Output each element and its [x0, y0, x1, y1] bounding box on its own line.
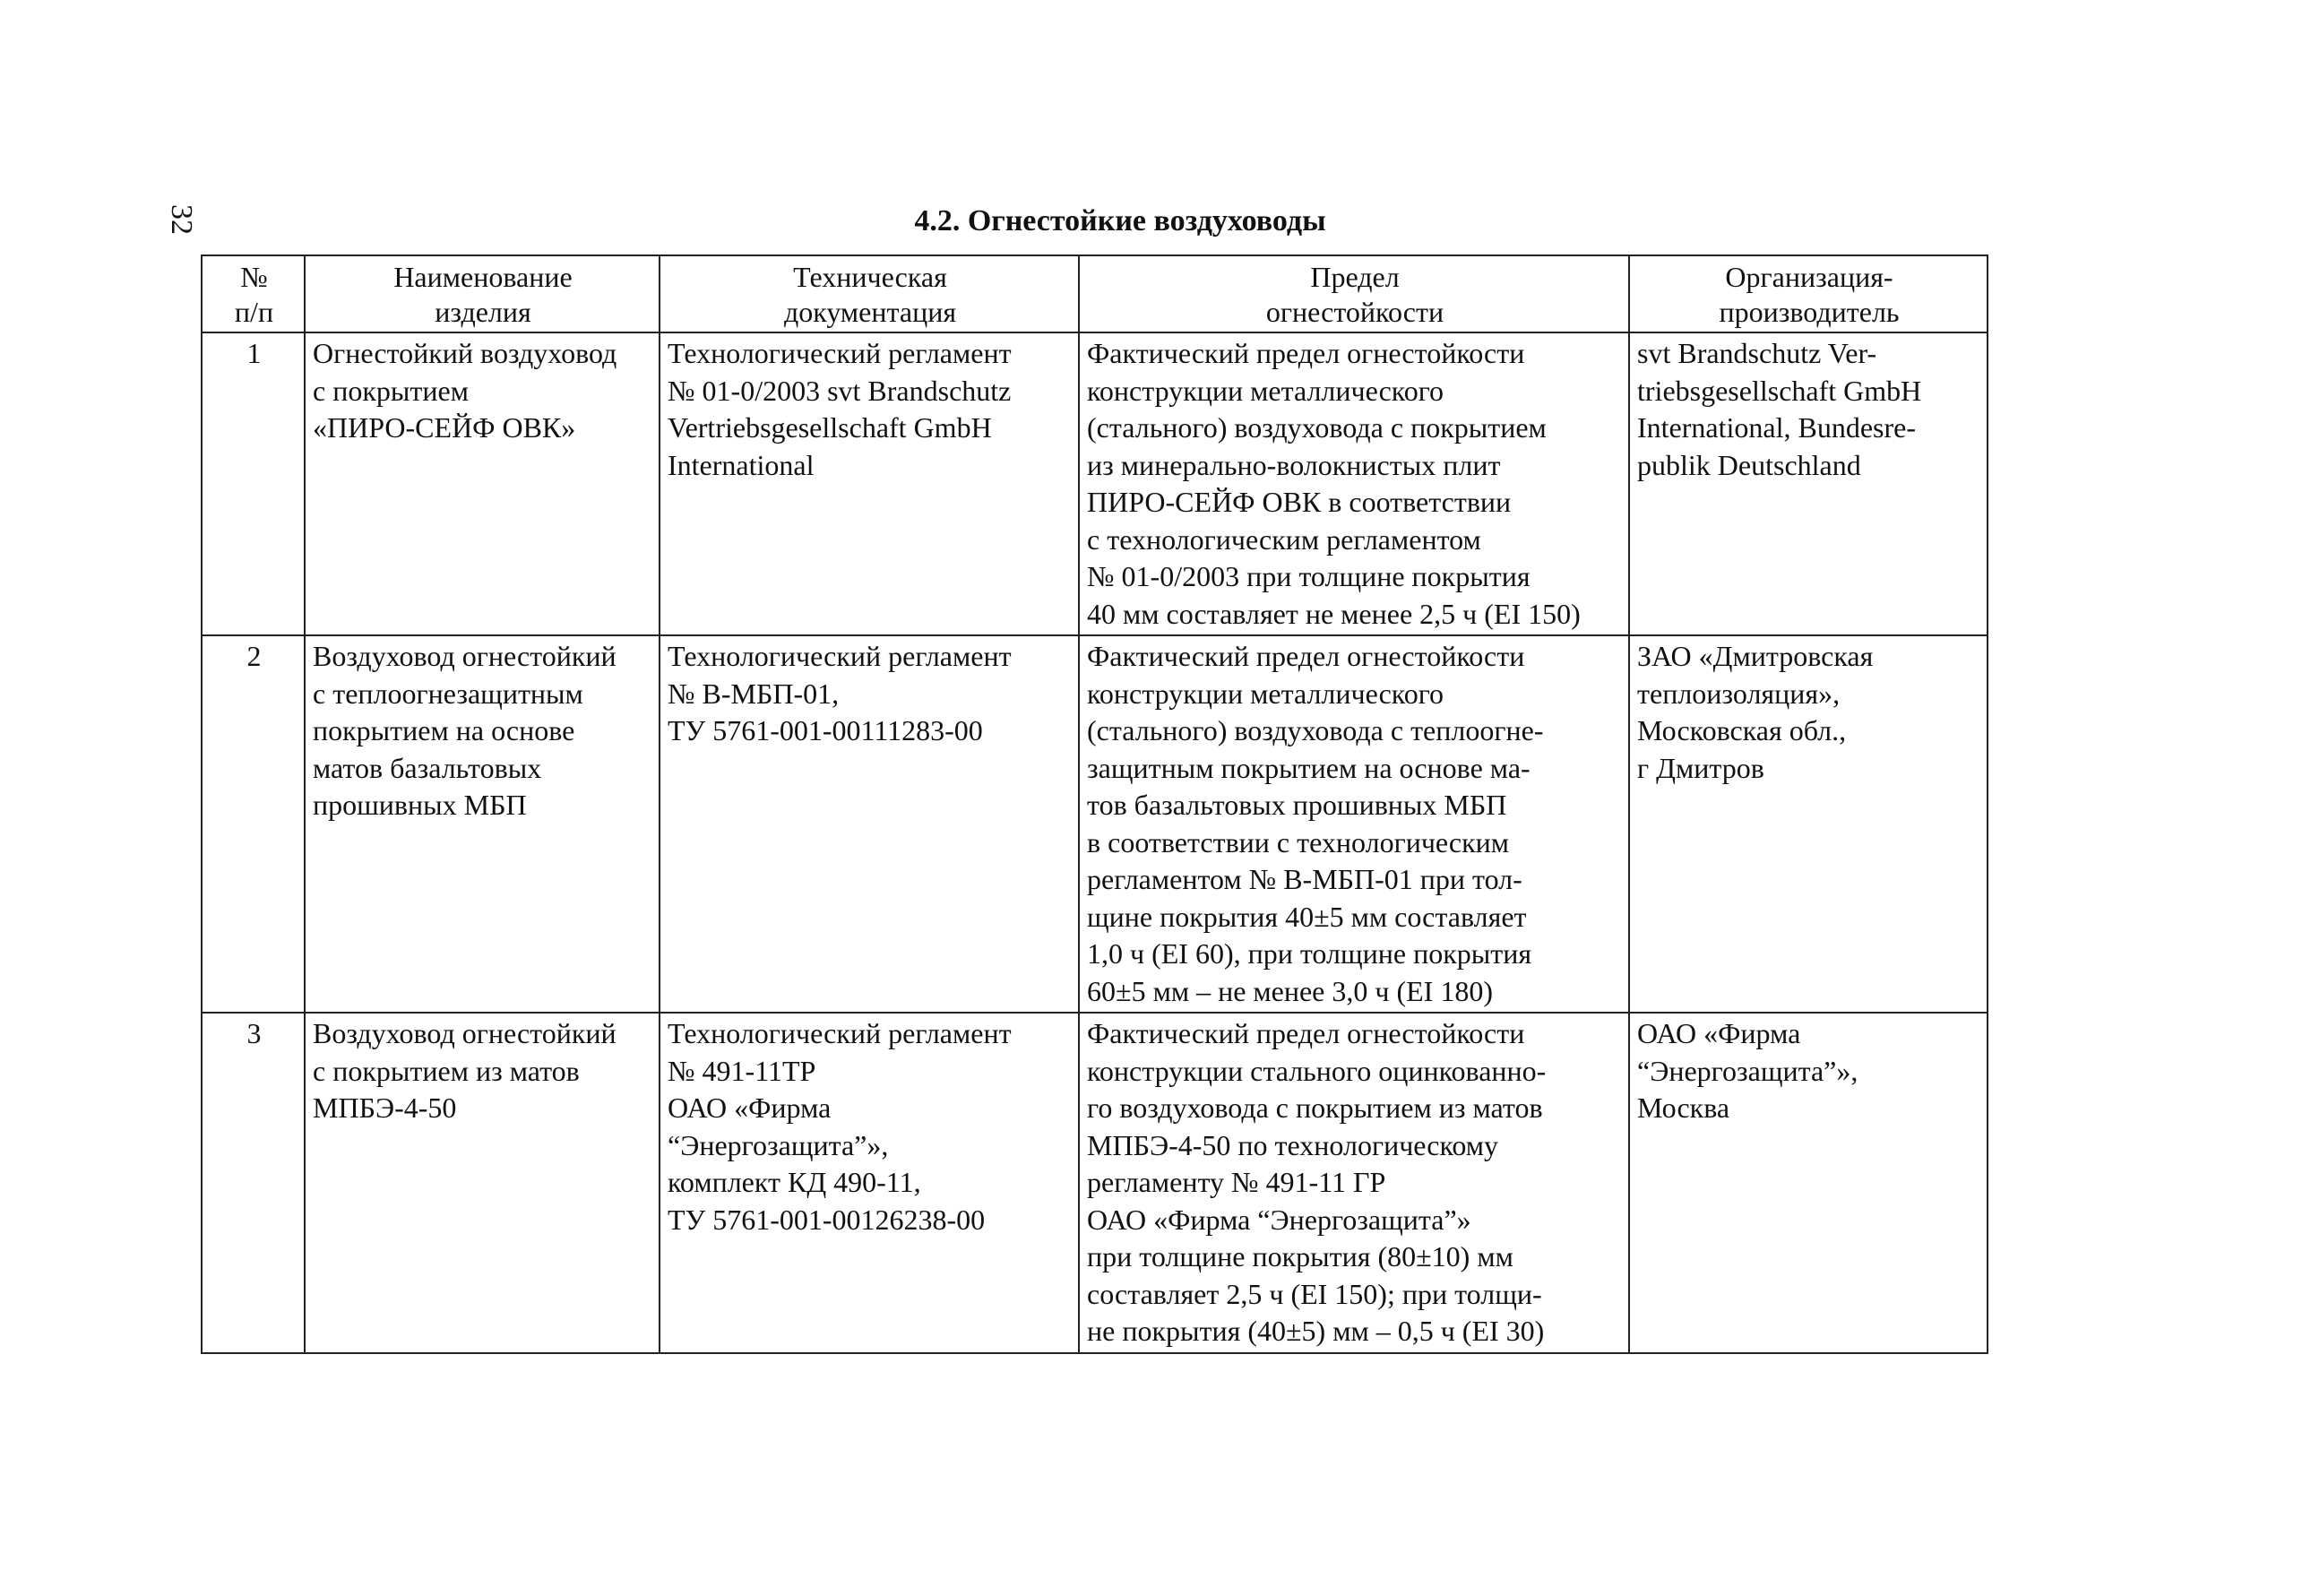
product-name: Огнестойкий воздуховод с покрытием «ПИРО-СЕЙФ ОВК» [313, 337, 617, 444]
section-title: 4.2. Огнестойкие воздуховоды [914, 204, 1326, 237]
documentation-cell [660, 332, 1079, 635]
table-header-row [202, 255, 1988, 332]
manufacturer-text: svt Brandschutz Ver- triebsgesellschaft GmbH International, Bundesre- publik Deutschland [1637, 337, 1922, 481]
table-row [202, 635, 1988, 1013]
header-fire-resistance [1079, 255, 1629, 332]
documentation-text: Технологический регламент № 01-0/2003 svt Brandschutz Vertriebsgesellschaft GmbH International [668, 337, 1012, 481]
row-number-cell [202, 332, 305, 635]
header-number [202, 255, 305, 332]
documentation-text: Технологический регламент № В-МБП-01, ТУ 5761-001-00111283-00 [668, 640, 1012, 746]
fire-resistant-ducts-table [201, 254, 1988, 1354]
product-name-cell [305, 635, 660, 1013]
header-manufacturer-label: Организация- производитель [1719, 261, 1900, 328]
table-row [202, 332, 1988, 635]
row-number-cell [202, 1013, 305, 1353]
documentation-text: Технологический регламент № 491-11ТР ОАО «Фирма “Энергозащита”», комплект КД 490-11, ТУ 5761-001-00126238-00 [668, 1017, 1012, 1236]
row-number: 3 [246, 1017, 262, 1049]
row-number-cell [202, 635, 305, 1013]
row-number: 1 [246, 337, 262, 369]
header-fire-resistance-label: Предел огнестойкости [1265, 261, 1444, 328]
header-number-label: № п/п [234, 261, 274, 328]
header-documentation-label: Техническая документация [783, 261, 957, 328]
fire-resistance-text: Фактический предел огнестойкости конструкции металлического (стального) воздуховода с теплоогне- защитным покрытием на основе ма- тов базальтовых прошивных МБП в соответствии с технологическим регламентом № В-МБП-01 при тол- щине покрытия 40±5 мм составляет 1,0 ч (EI 60), при толщине покрытия 60±5 мм – не менее 3,0 ч (EI 180) [1087, 640, 1544, 1007]
fire-resistance-cell [1079, 332, 1629, 635]
manufacturer-text: ОАО «Фирма “Энергозащита”», Москва [1637, 1017, 1858, 1124]
fire-resistance-text: Фактический предел огнестойкости конструкции металлического (стального) воздуховода с покрытием из минерально-волокнистых плит ПИРО-СЕЙФ ОВК в соответствии с технологическим регламентом № 01-0/2003 при толщине покрытия 40 мм составляет не менее 2,5 ч (EI 150) [1087, 337, 1581, 630]
product-name: Воздуховод огнестойкий с покрытием из матов МПБЭ-4-50 [313, 1017, 617, 1124]
manufacturer-cell [1629, 332, 1988, 635]
header-manufacturer [1629, 255, 1988, 332]
fire-resistance-cell [1079, 1013, 1629, 1353]
product-name-cell [305, 1013, 660, 1353]
product-name-cell [305, 332, 660, 635]
row-number: 2 [246, 640, 262, 672]
table-row [202, 1013, 1988, 1353]
header-documentation [660, 255, 1079, 332]
manufacturer-text: ЗАО «Дмитровская теплоизоляция», Московская обл., г Дмитров [1637, 640, 1874, 784]
manufacturer-cell [1629, 635, 1988, 1013]
product-name: Воздуховод огнестойкий с теплоогнезащитным покрытием на основе матов базальтовых прошивных МБП [313, 640, 617, 821]
page-number: 32 [165, 204, 198, 235]
documentation-cell [660, 635, 1079, 1013]
header-product-name [305, 255, 660, 332]
fire-resistance-cell [1079, 635, 1629, 1013]
documentation-cell [660, 1013, 1079, 1353]
fire-resistance-text: Фактический предел огнестойкости конструкции стального оцинкованно- го воздуховода с покрытием из матов МПБЭ-4-50 по технологическому регламенту № 491-11 ГР ОАО «Фирма “Энергозащита”» при толщине покрытия (80±10) мм составляет 2,5 ч (EI 150); при толщи- не покрытия (40±5) мм – 0,5 ч (EI 30) [1087, 1017, 1547, 1347]
header-product-name-label: Наименование изделия [393, 261, 573, 328]
manufacturer-cell [1629, 1013, 1988, 1353]
